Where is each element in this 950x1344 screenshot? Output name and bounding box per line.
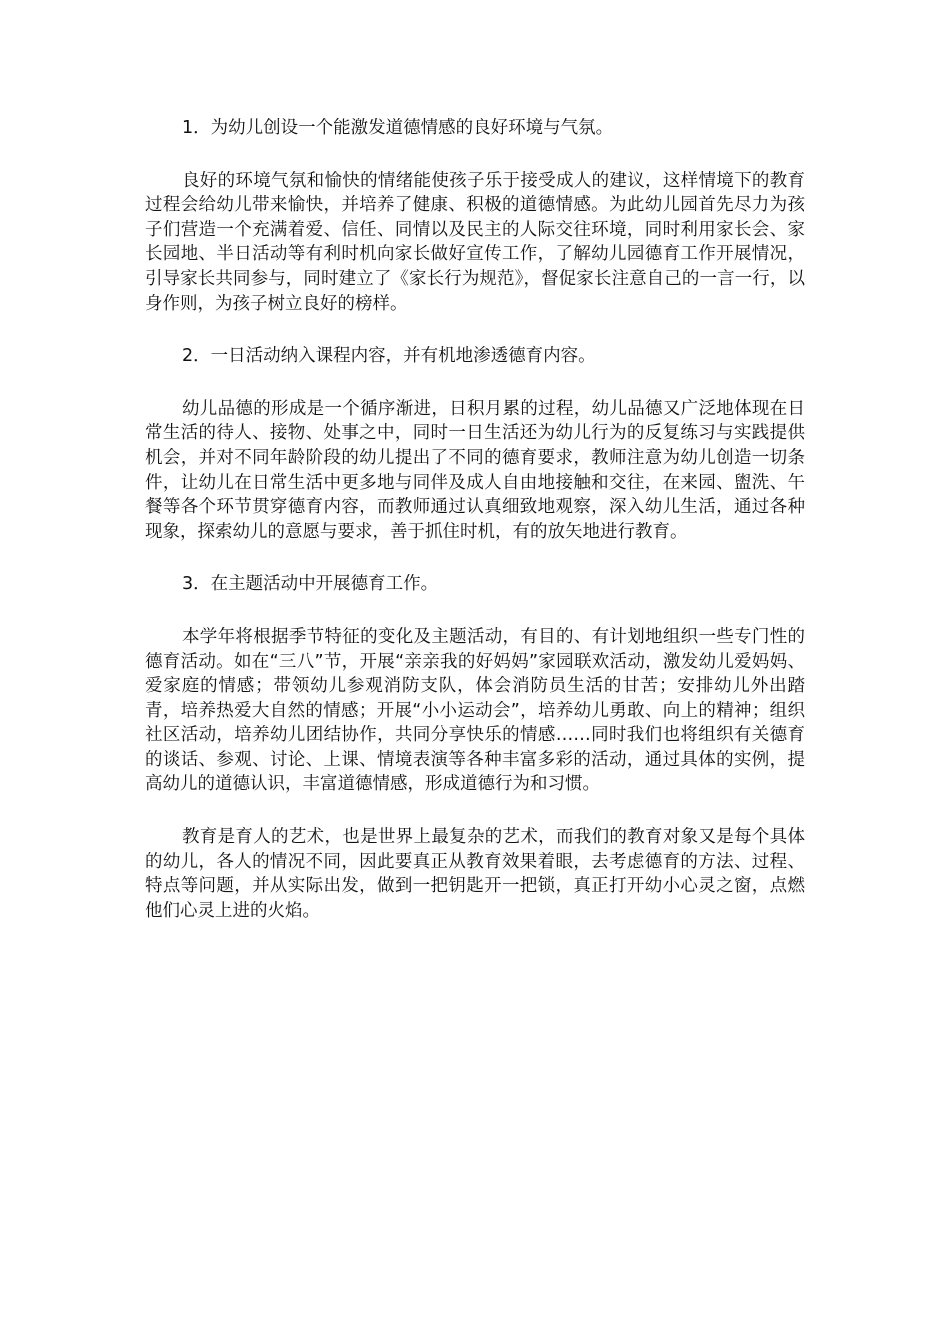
conclusion-paragraph: 教育是育人的艺术，也是世界上最复杂的艺术，而我们的教育对象又是每个具体的幼儿，各人的情况不同，因此要真正从教育效果着眼，去考虑德育的方法、过程、特点等问题，并从实际出发，做到一把钥匙开一把锁，真正打开幼小心灵之窗，点燃他们心灵上进的火焰。	[145, 827, 805, 921]
document-page	[145, 116, 805, 951]
section-paragraph-2: 幼儿品德的形成是一个循序渐进，日积月累的过程，幼儿品德又广泛地体现在日常生活的待人、接物、处事之中，同时一日生活还为幼儿行为的反复练习与实践提供机会，并对不同年龄阶段的幼儿提出了不同的德育要求，教师注意为幼儿创造一切条件，让幼儿在日常生活中更多地与同伴及成人自由地接触和交往，在来园、盥洗、午餐等各个环节贯穿德育内容，而教师通过认真细致地观察，深入幼儿生活，通过各种现象，探索幼儿的意愿与要求，善于抓住时机，有的放矢地进行教育。	[145, 398, 805, 542]
section-paragraph-3: 本学年将根据季节特征的变化及主题活动，有目的、有计划地组织一些专门性的德育活动。如在“三八”节，开展“亲亲我的好妈妈”家园联欢活动，激发幼儿爱妈妈、爱家庭的情感；带领幼儿参观消防支队，体会消防员生活的甘苦；安排幼儿外出踏青，培养热爱大自然的情感；开展“小小运动会”，培养幼儿勇敢、向上的精神；组织社区活动，培养幼儿团结协作，共同分享快乐的情感……同时我们也将组织有关德育的谈话、参观、讨论、上课、情境表演等各种丰富多彩的活动，通过具体的实例，提高幼儿的道德认识，丰富道德情感，形成道德行为和习惯。	[145, 626, 805, 795]
section-heading-2: 2．一日活动纳入课程内容，并有机地渗透德育内容。	[182, 346, 596, 367]
section-heading-1: 1．为幼儿创设一个能激发道德情感的良好环境与气氛。	[182, 118, 614, 138]
section-paragraph-1: 良好的环境气氛和愉快的情绪能使孩子乐于接受成人的建议，这样情境下的教育过程会给幼儿带来愉快，并培养了健康、积极的道德情感。为此幼儿园首先尽力为孩子们营造一个充满着爱、信任、同情以及民主的人际交往环境，同时利用家长会、家长园地、半日活动等有利时机向家长做好宣传工作，了解幼儿园德育工作开展情况，引导家长共同参与，同时建立了《家长行为规范》，督促家长注意自己的一言一行，以身作则，为孩子树立良好的榜样。	[145, 170, 805, 314]
section-heading-3: 3．在主题活动中开展德育工作。	[182, 574, 439, 595]
